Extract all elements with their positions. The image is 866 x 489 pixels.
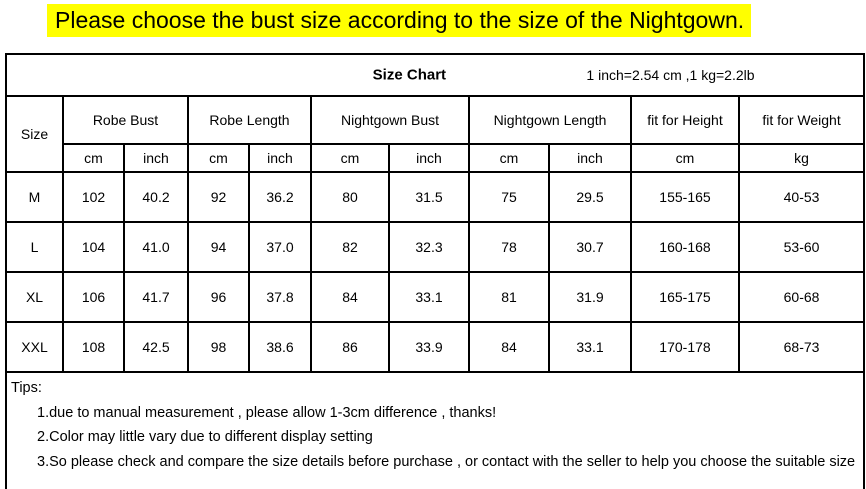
column-header-size: Size xyxy=(6,96,63,172)
table-cell: 36.2 xyxy=(249,172,311,222)
tip-line-2: 2.Color may little vary due to different display setting xyxy=(37,429,373,445)
table-cell: 102 xyxy=(63,172,124,222)
table-cell: 170-178 xyxy=(631,322,739,372)
table-cell: 84 xyxy=(311,272,389,322)
unit-robe-length-cm: cm xyxy=(188,144,249,172)
unit-nightgown-bust-inch: inch xyxy=(389,144,469,172)
table-cell: 82 xyxy=(311,222,389,272)
unit-nightgown-length-inch: inch xyxy=(549,144,631,172)
table-cell: 75 xyxy=(469,172,549,222)
table-cell: 31.5 xyxy=(389,172,469,222)
table-cell: 32.3 xyxy=(389,222,469,272)
size-label: L xyxy=(6,222,63,272)
table-cell: 106 xyxy=(63,272,124,322)
table-row-l xyxy=(6,222,864,272)
table-cell: 84 xyxy=(469,322,549,372)
unit-fit-weight-kg: kg xyxy=(739,144,864,172)
table-cell: 33.1 xyxy=(549,322,631,372)
table-cell: 81 xyxy=(469,272,549,322)
unit-nightgown-length-cm: cm xyxy=(469,144,549,172)
table-cell: 30.7 xyxy=(549,222,631,272)
table-cell: 41.0 xyxy=(124,222,188,272)
table-cell: 29.5 xyxy=(549,172,631,222)
column-header-nightgown-bust: Nightgown Bust xyxy=(311,96,469,144)
table-row-xxl xyxy=(6,322,864,372)
table-cell: 155-165 xyxy=(631,172,739,222)
unit-conversion-note: 1 inch=2.54 cm ,1 kg=2.2lb xyxy=(586,67,755,83)
size-label: XXL xyxy=(6,322,63,372)
table-cell: 33.9 xyxy=(389,322,469,372)
column-header-fit-height: fit for Height xyxy=(631,96,739,144)
tips-row xyxy=(6,372,864,489)
table-cell: 60-68 xyxy=(739,272,864,322)
tip-line-1: 1.due to manual measurement , please allow 1-3cm difference , thanks! xyxy=(37,404,497,421)
table-cell: 86 xyxy=(311,322,389,372)
unit-nightgown-bust-cm: cm xyxy=(311,144,389,172)
column-header-fit-weight: fit for Weight xyxy=(739,96,864,144)
page-title: Please choose the bust size according to the size of the Nightgown. xyxy=(47,4,751,37)
table-cell: 37.0 xyxy=(249,222,311,272)
table-cell: 42.5 xyxy=(124,322,188,372)
unit-fit-height-cm: cm xyxy=(631,144,739,172)
table-cell: 37.8 xyxy=(249,272,311,322)
table-cell: 98 xyxy=(188,322,249,372)
unit-robe-length-inch: inch xyxy=(249,144,311,172)
table-caption: Size Chart xyxy=(372,66,447,84)
table-row-m xyxy=(6,172,864,222)
table-cell: 31.9 xyxy=(549,272,631,322)
unit-robe-bust-inch: inch xyxy=(124,144,188,172)
table-cell: 94 xyxy=(188,222,249,272)
table-cell: 68-73 xyxy=(739,322,864,372)
column-header-robe-length: Robe Length xyxy=(188,96,311,144)
table-cell: 53-60 xyxy=(739,222,864,272)
table-cell: 92 xyxy=(188,172,249,222)
title-banner xyxy=(47,4,751,37)
caption-row xyxy=(6,54,864,96)
size-label: M xyxy=(6,172,63,222)
table-cell: 41.7 xyxy=(124,272,188,322)
table-cell: 38.6 xyxy=(249,322,311,372)
table-cell: 33.1 xyxy=(389,272,469,322)
column-header-robe-bust: Robe Bust xyxy=(63,96,188,144)
table-cell: 104 xyxy=(63,222,124,272)
table-row-xl xyxy=(6,272,864,322)
unit-robe-bust-cm: cm xyxy=(63,144,124,172)
table-cell: 108 xyxy=(63,322,124,372)
tip-line-3: 3.So please check and compare the size details before purchase , or contact with the seller to help you choose the suitable size xyxy=(37,453,856,470)
table-cell: 40-53 xyxy=(739,172,864,222)
size-chart-table xyxy=(5,53,865,489)
table-cell: 165-175 xyxy=(631,272,739,322)
table-cell: 160-168 xyxy=(631,222,739,272)
header-row xyxy=(6,96,864,144)
table-cell: 40.2 xyxy=(124,172,188,222)
table-cell: 80 xyxy=(311,172,389,222)
unit-row xyxy=(6,144,864,172)
column-header-nightgown-length: Nightgown Length xyxy=(469,96,631,144)
size-label: XL xyxy=(6,272,63,322)
table-cell: 78 xyxy=(469,222,549,272)
tips-cell xyxy=(6,372,864,489)
table-cell: 96 xyxy=(188,272,249,322)
caption-cell xyxy=(6,54,864,96)
tips-heading: Tips: xyxy=(11,380,42,396)
